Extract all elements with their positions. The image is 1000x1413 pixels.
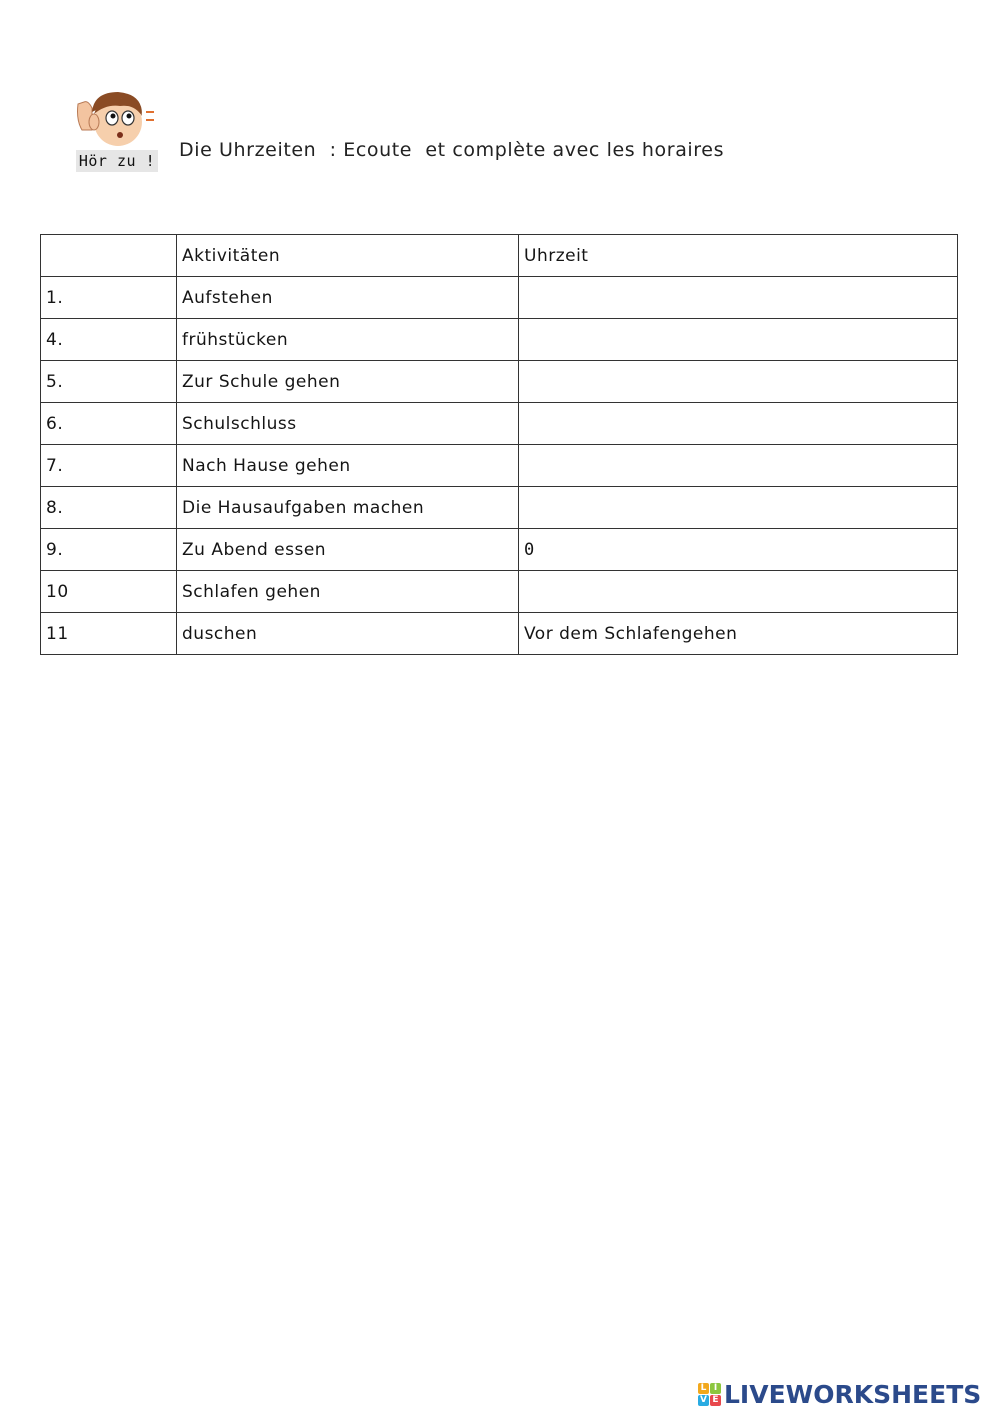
logo-letter-l: L [698,1383,709,1394]
table-row [41,529,958,571]
header-activities: Aktivitäten [177,235,519,277]
table-header-row [41,235,958,277]
table-row [41,403,958,445]
table-row [41,445,958,487]
row-time[interactable] [519,445,958,487]
row-time[interactable] [519,277,958,319]
logo-letter-e: E [710,1395,721,1406]
listening-boy-icon [76,90,158,172]
logo-letter-v: V [698,1395,709,1406]
row-activity: duschen [177,613,519,655]
row-number: 5. [41,361,177,403]
activities-table [40,234,958,655]
row-time[interactable] [519,487,958,529]
table-row [41,613,958,655]
row-time[interactable] [519,319,958,361]
row-activity: frühstücken [177,319,519,361]
row-number: 11 [41,613,177,655]
table-row [41,487,958,529]
header-number [41,235,177,277]
row-time[interactable] [519,403,958,445]
row-number: 1. [41,277,177,319]
boy-face-illustration [76,90,158,150]
liveworksheets-logo-icon [698,1383,721,1406]
row-activity: Zu Abend essen [177,529,519,571]
row-number: 7. [41,445,177,487]
row-activity: Schlafen gehen [177,571,519,613]
row-number: 9. [41,529,177,571]
row-activity: Die Hausaufgaben machen [177,487,519,529]
page-title: Die Uhrzeiten : Ecoute et complète avec les horaires [179,139,725,161]
header-time: Uhrzeit [519,235,958,277]
row-activity: Nach Hause gehen [177,445,519,487]
row-time[interactable]: 0 [519,529,958,571]
table-row [41,361,958,403]
liveworksheets-brand[interactable] [698,1379,981,1409]
row-time[interactable] [519,361,958,403]
row-number: 10 [41,571,177,613]
icon-caption: Hör zu ! [76,150,158,172]
row-time[interactable] [519,571,958,613]
table-row [41,571,958,613]
table-row [41,319,958,361]
logo-letter-i: I [710,1383,721,1394]
row-activity: Schulschluss [177,403,519,445]
row-activity: Zur Schule gehen [177,361,519,403]
row-time[interactable]: Vor dem Schlafengehen [519,613,958,655]
row-number: 4. [41,319,177,361]
row-activity: Aufstehen [177,277,519,319]
row-number: 8. [41,487,177,529]
row-number: 6. [41,403,177,445]
brand-name: LIVEWORKSHEETS [724,1379,982,1409]
table-row [41,277,958,319]
